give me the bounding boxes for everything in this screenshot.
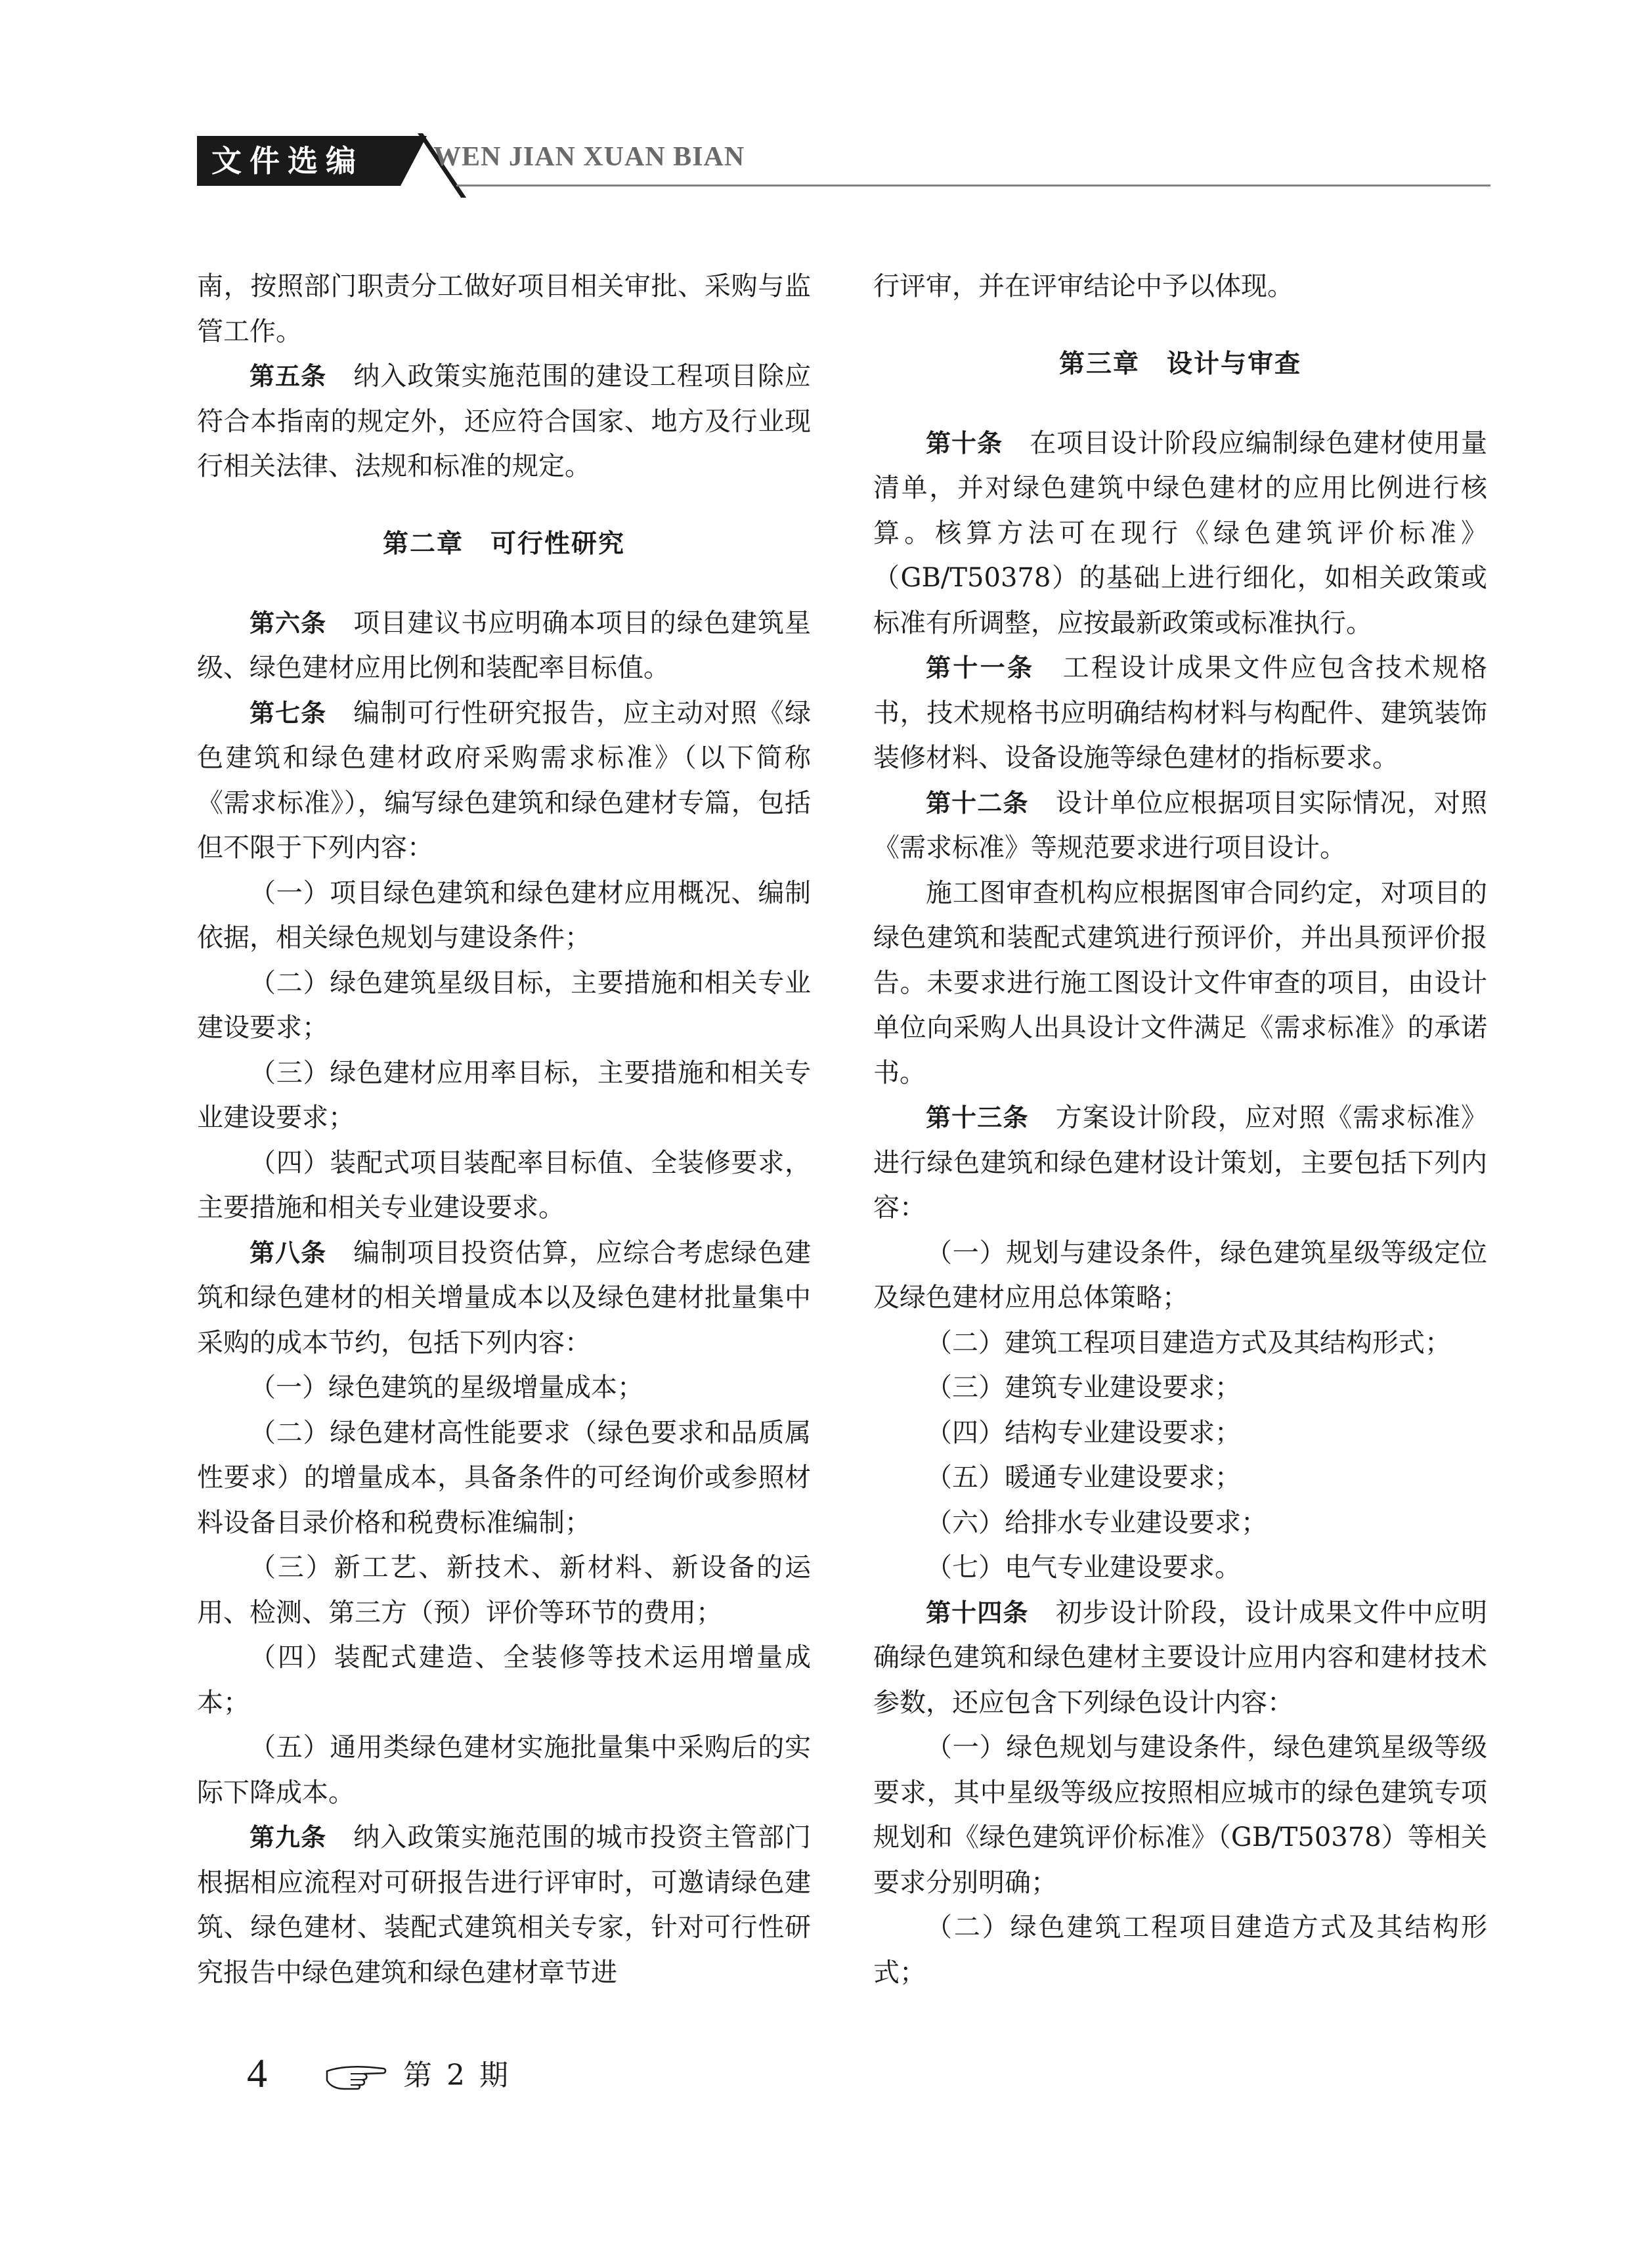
article-12 — [873, 781, 1487, 871]
article-14-text: 初步设计阶段，设计成果文件中应明确绿色建筑和绿色建材主要设计应用内容和建材技术参数，还应包含下列绿色设计内容： — [873, 1597, 1488, 1718]
list-item: （三）绿色建材应用率目标，主要措施和相关专业建设要求； — [197, 1057, 811, 1133]
article-7-label: 第七条 — [250, 698, 327, 728]
article-11-label: 第十一条 — [926, 653, 1035, 682]
article-7-text: 编制可行性研究报告，应主动对照《绿色建筑和绿色建材政府采购需求标准》（以下简称《需求标准》），编写绿色建筑和绿色建材专篇，包括但不限于下列内容： — [197, 697, 812, 863]
list-item: （二）绿色建材高性能要求（绿色要求和品质属性要求）的增量成本，具备条件的可经询价或参照材料设备目录价格和税费标准编制； — [197, 1417, 811, 1538]
page-number: 4 — [247, 2051, 267, 2096]
right-p1: 行评审，并在评审结论中予以体现。 — [873, 271, 1293, 301]
article-6-text: 项目建议书应明确本项目的绿色建筑星级、绿色建材应用比例和装配率目标值。 — [197, 607, 812, 683]
article-14-label: 第十四条 — [926, 1598, 1029, 1627]
list-item: （二）绿色建筑星级目标，主要措施和相关专业建设要求； — [197, 967, 811, 1043]
article-13 — [873, 1095, 1487, 1231]
article-5 — [197, 354, 811, 489]
pointing-hand-icon — [324, 2062, 387, 2091]
chapter-3-title: 第三章 设计与审查 — [1058, 349, 1301, 379]
article-10-text: 在项目设计阶段应编制绿色建材使用量清单，并对绿色建筑中绿色建材的应用比例进行核算。核算方法可在现行《绿色建筑评价标准》（GB/T50378）的基础上进行细化，如相关政策或标准有所调整，应按最新政策或标准执行。 — [873, 427, 1488, 638]
article-10 — [873, 421, 1487, 646]
list-item: （一）规划与建设条件，绿色建筑星级等级定位及绿色建材应用总体策略； — [873, 1237, 1487, 1313]
list-item: （一）绿色规划与建设条件，绿色建筑星级等级要求，其中星级等级应按照相应城市的绿色建筑专项规划和《绿色建筑评价标准》（GB/T50378）等相关要求分别明确； — [873, 1732, 1487, 1898]
article-5-label: 第五条 — [250, 362, 327, 391]
left-p1: 南，按照部门职责分工做好项目相关审批、采购与监管工作。 — [197, 271, 811, 347]
page-header — [197, 128, 1490, 187]
right-column — [873, 264, 1487, 1995]
list-item: （二）建筑工程项目建造方式及其结构形式； — [926, 1327, 1451, 1358]
article-8 — [197, 1231, 811, 1366]
list-item: （一）项目绿色建筑和绿色建材应用概况、编制依据，相关绿色规划与建设条件； — [197, 877, 811, 953]
article-9-label: 第九条 — [250, 1823, 327, 1852]
article-9 — [197, 1815, 811, 1995]
article-6-label: 第六条 — [250, 608, 327, 638]
section-title-en: WEN JIAN XUAN BIAN — [433, 142, 745, 172]
section-badge: 文件选编 — [197, 136, 401, 186]
list-item: （三）新工艺、新技术、新材料、新设备的运用、检测、第三方（预）评价等环节的费用； — [197, 1552, 811, 1628]
article-12-paragraph-2: 施工图审查机构应根据图审合同约定，对项目的绿色建筑和装配式建筑进行预评价，并出具预评价报告。未要求进行施工图设计文件审查的项目，由设计单位向采购人出具设计文件满足《需求标准》的承诺书。 — [873, 877, 1487, 1088]
list-item: （三）建筑专业建设要求； — [926, 1372, 1241, 1403]
article-12-text: 设计单位应根据项目实际情况，对照《需求标准》等规范要求进行项目设计。 — [873, 787, 1488, 863]
list-item: （四）结构专业建设要求； — [926, 1417, 1241, 1448]
article-6 — [197, 601, 811, 691]
header-rule — [456, 185, 1490, 186]
list-item: （一）绿色建筑的星级增量成本； — [250, 1372, 643, 1403]
article-9-text: 纳入政策实施范围的城市投资主管部门根据相应流程对可研报告进行评审时，可邀请绿色建筑、绿色建材、装配式建筑相关专家，针对可行性研究报告中绿色建筑和绿色建材章节进 — [197, 1822, 812, 1988]
list-item: （五）通用类绿色建材实施批量集中采购后的实际下降成本。 — [197, 1732, 811, 1808]
list-item: （七）电气专业建设要求。 — [926, 1552, 1241, 1583]
article-7 — [197, 691, 811, 871]
chapter-2-title: 第二章 可行性研究 — [382, 529, 625, 559]
article-10-label: 第十条 — [926, 428, 1003, 458]
article-8-text: 编制项目投资估算，应综合考虑绿色建筑和绿色建材的相关增量成本以及绿色建材批量集中采购的成本节约，包括下列内容： — [197, 1237, 812, 1358]
article-11-text: 工程设计成果文件应包含技术规格书，技术规格书应明确结构材料与构配件、建筑装饰装修材料、设备设施等绿色建材的指标要求。 — [873, 653, 1488, 773]
article-8-label: 第八条 — [250, 1238, 327, 1267]
left-column — [197, 264, 811, 1995]
article-13-label: 第十三条 — [926, 1103, 1029, 1132]
article-5-text: 纳入政策实施范围的建设工程项目除应符合本指南的规定外，还应符合国家、地方及行业现行相关法律、法规和标准的规定。 — [197, 361, 812, 481]
article-11 — [873, 646, 1487, 781]
article-14 — [873, 1590, 1487, 1726]
list-item: （四）装配式项目装配率目标值、全装修要求，主要措施和相关专业建设要求。 — [197, 1147, 811, 1223]
issue-label: 第 2 期 — [403, 2059, 511, 2092]
list-item: （六）给排水专业建设要求； — [926, 1507, 1267, 1538]
list-item: （五）暖通专业建设要求； — [926, 1462, 1241, 1493]
article-12-label: 第十二条 — [926, 788, 1029, 818]
article-13-text: 方案设计阶段，应对照《需求标准》进行绿色建筑和绿色建材设计策划，主要包括下列内容： — [873, 1103, 1488, 1223]
list-item: （四）装配式建造、全装修等技术运用增量成本； — [197, 1642, 811, 1718]
list-item: （二）绿色建筑工程项目建造方式及其结构形式； — [873, 1912, 1487, 1988]
badge-wedge — [401, 136, 427, 186]
